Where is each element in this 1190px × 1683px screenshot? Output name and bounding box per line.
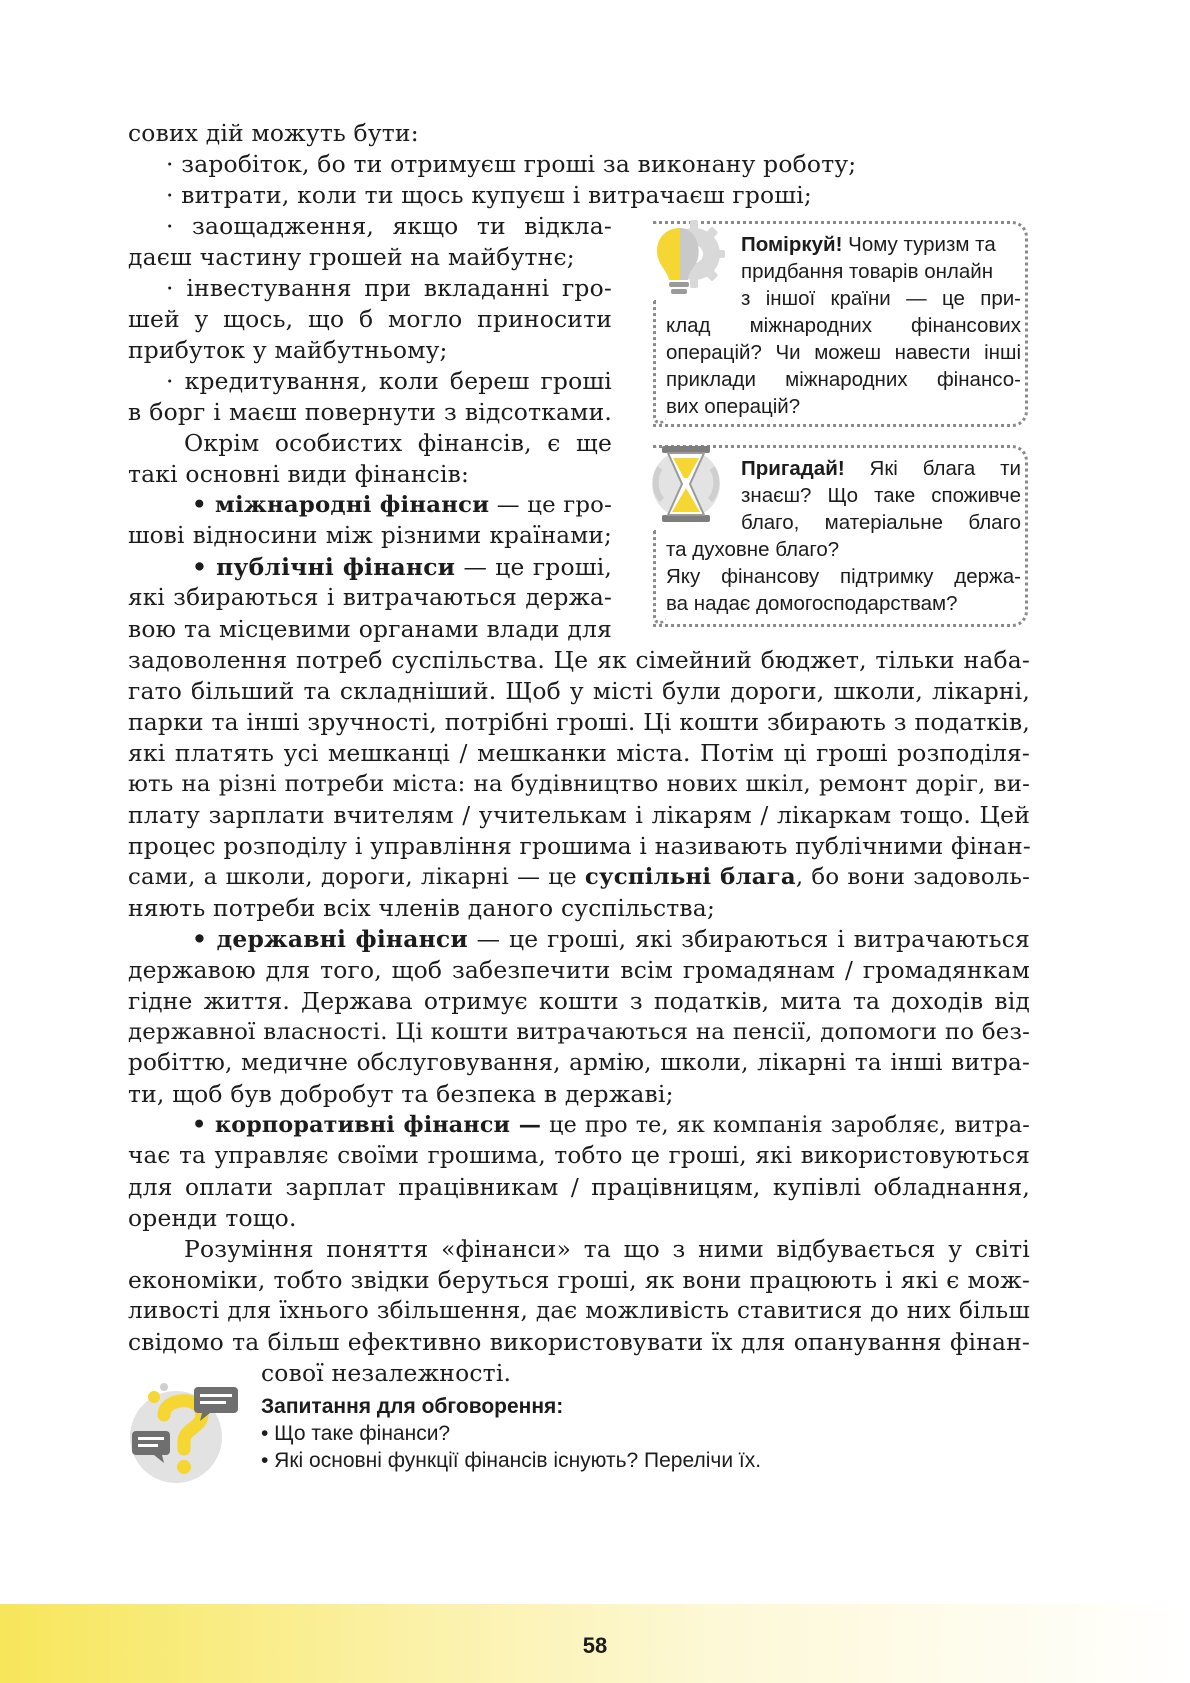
text: Чому туризм та <box>842 233 996 256</box>
text: , бо вони задоволь- <box>795 864 1030 890</box>
paragraph-start: Окрім особистих фінансів, є ще <box>184 429 612 457</box>
list-item: · заощадження, якщо ти відкла- <box>166 212 612 240</box>
text-line: няють потреби всіх членів даного суспільства; <box>128 894 716 922</box>
list-item: · кредитування, коли береш гроші <box>166 367 612 395</box>
callout-line: приклади міжнародних фінансо- <box>666 368 1021 391</box>
callout-title: Пригадай! <box>741 457 845 480</box>
term: корпоративні фінанси — <box>214 1112 542 1138</box>
list-item: · витрати, коли ти щось купуєш і витрачаєш гроші; <box>166 181 812 209</box>
text-line: свідомо та більш ефективно використовувати їх для опанування фінан- <box>128 1328 1030 1356</box>
callout-line: Яку фінансову підтримку держа- <box>666 565 1021 588</box>
callout-line: знаєш? Що таке споживче <box>741 484 1021 507</box>
text-line: шей у щось, що б могло приносити <box>128 305 612 333</box>
callout-line: ва надає домогосподарствам? <box>666 592 958 615</box>
text-line: робіттю, медичне обслуговування, армію, школи, лікарні та інші витра- <box>128 1050 1030 1076</box>
text-line: парки та інші зручності, потрібні гроші. Ці кошти збирають з податків, <box>128 708 1030 736</box>
text: це про те, як компанія заробляє, витра- <box>541 1112 1031 1138</box>
list-item-state-finance <box>192 924 1030 954</box>
callout-line <box>741 455 1021 482</box>
paragraph-start: Розуміння поняття «фінанси» та що з ними відбувається у світі <box>184 1235 1030 1263</box>
text-line: плату зарплати вчителям / учителькам і лікарям / лікаркам тощо. Цей <box>128 801 1030 829</box>
text-line: економіки, тобто звідки беруться гроші, як вони працюють і які є мож- <box>128 1266 1030 1294</box>
text-line: ють на різні потреби міста: на будівництво нових шкіл, ремонт доріг, ви- <box>128 771 1030 797</box>
list-item-public-finance <box>192 552 612 582</box>
think-callout-box-left-edge <box>653 300 666 424</box>
text-line: державної власності. Ці кошти витрачаються на пенсії, допомоги по без- <box>128 1019 1030 1045</box>
text-line: такі основні види фінансів: <box>128 460 470 488</box>
text-line: для оплати зарплат працівникам / працівницям, купівлі обладнання, <box>128 1173 1030 1201</box>
text-line: ливості для їхнього збільшення, дає можливість ставитися до них більш <box>128 1298 1030 1324</box>
text-line <box>128 862 1030 892</box>
callout-line: благо, матеріальне благо <box>741 511 1021 534</box>
bullet: • <box>192 553 217 581</box>
list-item-corporate-finance <box>192 1110 1030 1140</box>
bullet: • <box>192 925 217 953</box>
callout-line: операцій? Чи можеш навести інші <box>666 341 1021 364</box>
question-chat-icon <box>124 1375 254 1490</box>
text-line: даєш частину грошей на майбутнє; <box>128 243 575 271</box>
text-line: сової незалежності. <box>261 1359 512 1387</box>
bullet: • <box>192 492 215 518</box>
text-line: державою для того, щоб забезпечити всім громадянам / громадянкам <box>128 956 1030 984</box>
questions-title: Запитання для обговорення: <box>261 1395 564 1418</box>
callout-line: клад міжнародних фінансових <box>666 314 1021 337</box>
bullet: • <box>192 1112 215 1138</box>
term: суспільні блага <box>584 864 796 890</box>
text: — це гроші, <box>455 553 613 581</box>
text: — це гро- <box>489 492 612 518</box>
text-line: гідне життя. Держава отримує кошти з податків, мита та доходів від <box>128 987 1030 1015</box>
text: — це гроші, які збираються і витрачаються <box>467 925 1030 953</box>
text-line: процес розподілу і управління грошима і називають публічними фінан- <box>128 832 1032 860</box>
text-line: гато більший та складніший. Щоб у місті були дороги, школи, лікарні, <box>128 677 1030 705</box>
term: міжнародні фінанси <box>214 492 490 518</box>
callout-title: Поміркуй! <box>741 233 843 256</box>
hourglass-icon <box>640 438 732 530</box>
callout-line: вих операцій? <box>666 395 801 418</box>
callout-line: з іншої країни — це при- <box>741 287 1021 310</box>
page-number: 58 <box>582 1633 608 1658</box>
text-line: задоволення потреб суспільства. Це як сімейний бюджет, тільки наба- <box>128 646 1030 674</box>
text-line: в борг і маєш повернути з відсотками. <box>128 398 612 426</box>
lightbulb-gear-icon <box>636 214 732 310</box>
text-line: шові відносини між різними країнами; <box>128 523 612 549</box>
text: сами, а школи, дороги, лікарні — це <box>128 864 585 890</box>
text-line: прибуток у майбутньому; <box>128 336 448 364</box>
list-item: · інвестування при вкладанні гро- <box>166 274 612 302</box>
text-line: чає та управляє своїми грошима, тобто це гроші, які використовуються <box>128 1143 1030 1169</box>
text-line: які платять усі мешканці / мешканки міста. Потім ці гроші розподіля- <box>128 739 1030 767</box>
term: державні фінанси <box>216 925 468 953</box>
callout-line: придбання товарів онлайн <box>741 260 994 283</box>
question-item: • Які основні функції фінансів існують? Перелічи їх. <box>261 1449 762 1472</box>
remember-callout-box-left-edge <box>653 530 666 624</box>
text-line: ти, щоб був добробут та безпека в державі; <box>128 1080 674 1108</box>
text-line: які збираються і витрачаються держа- <box>128 585 612 611</box>
text-line: вою та місцевими органами влади для <box>128 615 612 643</box>
callout-line: та духовне благо? <box>666 538 840 561</box>
text-line: сових дій можуть бути: <box>128 119 419 147</box>
list-item-international-finance <box>192 490 612 520</box>
text-line: оренди тощо. <box>128 1204 297 1232</box>
text: Які блага ти <box>844 457 1021 480</box>
term: публічні фінанси <box>216 553 456 581</box>
callout-line <box>741 231 996 258</box>
question-item: • Що таке фінанси? <box>261 1422 451 1445</box>
list-item: · заробіток, бо ти отримуєш гроші за виконану роботу; <box>166 150 857 178</box>
